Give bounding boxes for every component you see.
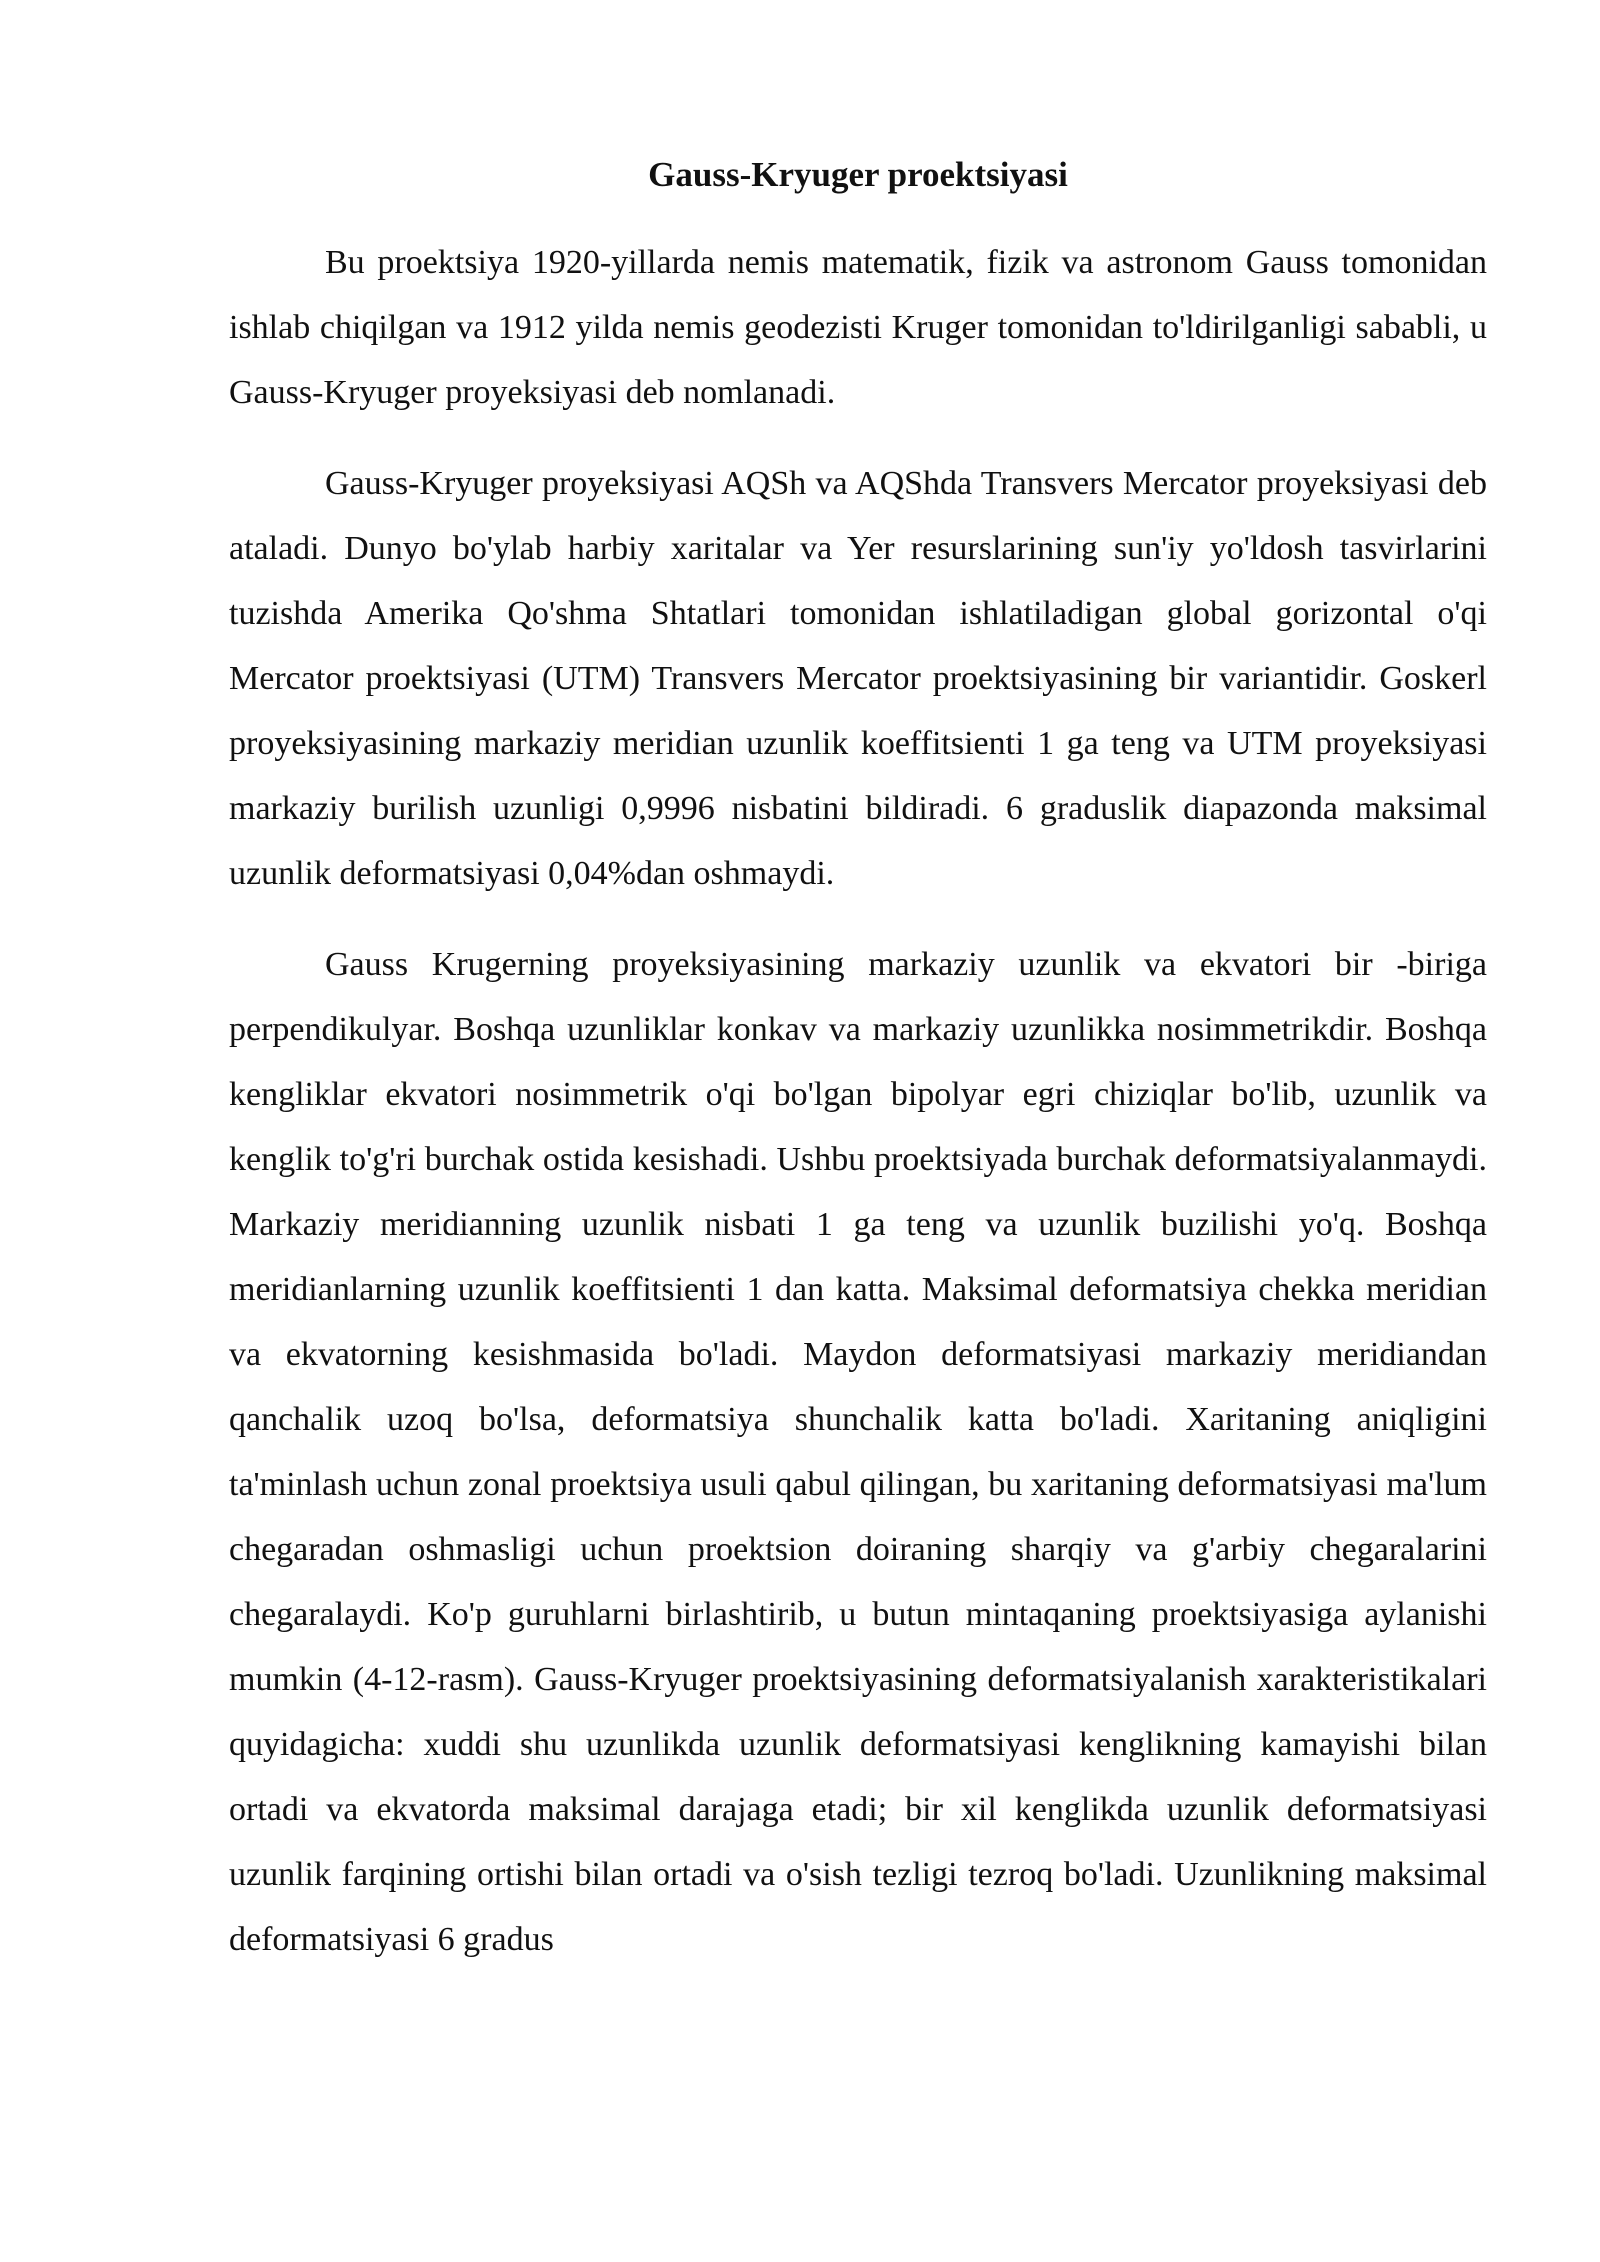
paragraph-origin: Bu proektsiya 1920-yillarda nemis matematik, fizik va astronom Gauss tomonidan ishlab chiqilgan va 1912 yilda nemis geodezisti Kruger tomonidan to'ldirilganligi sababli, u Gauss-Kryuger proyeksiyasi deb nomlanadi. xyxy=(229,244,1487,411)
paragraph-transverse-mercator: Gauss-Kryuger proyeksiyasi AQSh va AQShda Transvers Mercator proyeksiyasi deb ataladi. Dunyo bo'ylab harbiy xaritalar va Yer resurslarining sun'iy yo'ldosh tasvirlarini tuzishda Amerika Qo'shma Shtatlari tomonidan ishlatiladigan global gorizontal o'qi Mercator proektsiyasi (UTM) Transvers Mercator proektsiyasining bir variantidir. Goskerl proyeksiyasining markaziy meridian uzunlik koeffitsienti 1 ga teng va UTM proyeksiyasi markaziy burilish uzunligi 0,9996 nisbatini bildiradi. 6 graduslik diapazonda maksimal uzunlik deformatsiyasi 0,04%dan oshmaydi. xyxy=(229,465,1487,892)
paragraph-deformation-properties: Gauss Krugerning proyeksiyasining markaziy uzunlik va ekvatori bir -biriga perpendikulyar. Boshqa uzunliklar konkav va markaziy uzunlikka nosimmetrikdir. Boshqa kengliklar ekvatori nosimmetrik o'qi bo'lgan bipolyar egri chiziqlar bo'lib, uzunlik va kenglik to'g'ri burchak ostida kesishadi. Ushbu proektsiyada burchak deformatsiyalanmaydi. Markaziy meridianning uzunlik nisbati 1 ga teng va uzunlik buzilishi yo'q. Boshqa meridianlarning uzunlik koeffitsienti 1 dan katta. Maksimal deformatsiya chekka meridian va ekvatorning kesishmasida bo'ladi. Maydon deformatsiyasi markaziy meridiandan qanchalik uzoq bo'lsa, deformatsiya shunchalik katta bo'ladi. Xaritaning aniqligini ta'minlash uchun zonal proektsiya usuli qabul qilingan, bu xaritaning deformatsiyasi ma'lum chegaradan oshmasligi uchun proektsion doiraning sharqiy va g'arbiy chegaralarini chegaralaydi. Ko'p guruhlarni birlashtirib, u butun mintaqaning proektsiyasiga aylanishi mumkin (4-12-rasm). Gauss-Kryuger proektsiyasining deformatsiyalanish xarakteristikalari quyidagicha: xuddi shu uzunlikda uzunlik deformatsiyasi kenglikning kamayishi bilan ortadi va ekvatorda maksimal darajaga etadi; bir xil kenglikda uzunlik deformatsiyasi uzunlik farqining ortishi bilan ortadi va o'sish tezligi tezroq bo'ladi. Uzunlikning maksimal deformatsiyasi 6 gradus xyxy=(229,946,1487,1958)
document-page xyxy=(229,142,1487,1972)
document-title: Gauss-Kryuger proektsiyasi xyxy=(648,155,1068,194)
